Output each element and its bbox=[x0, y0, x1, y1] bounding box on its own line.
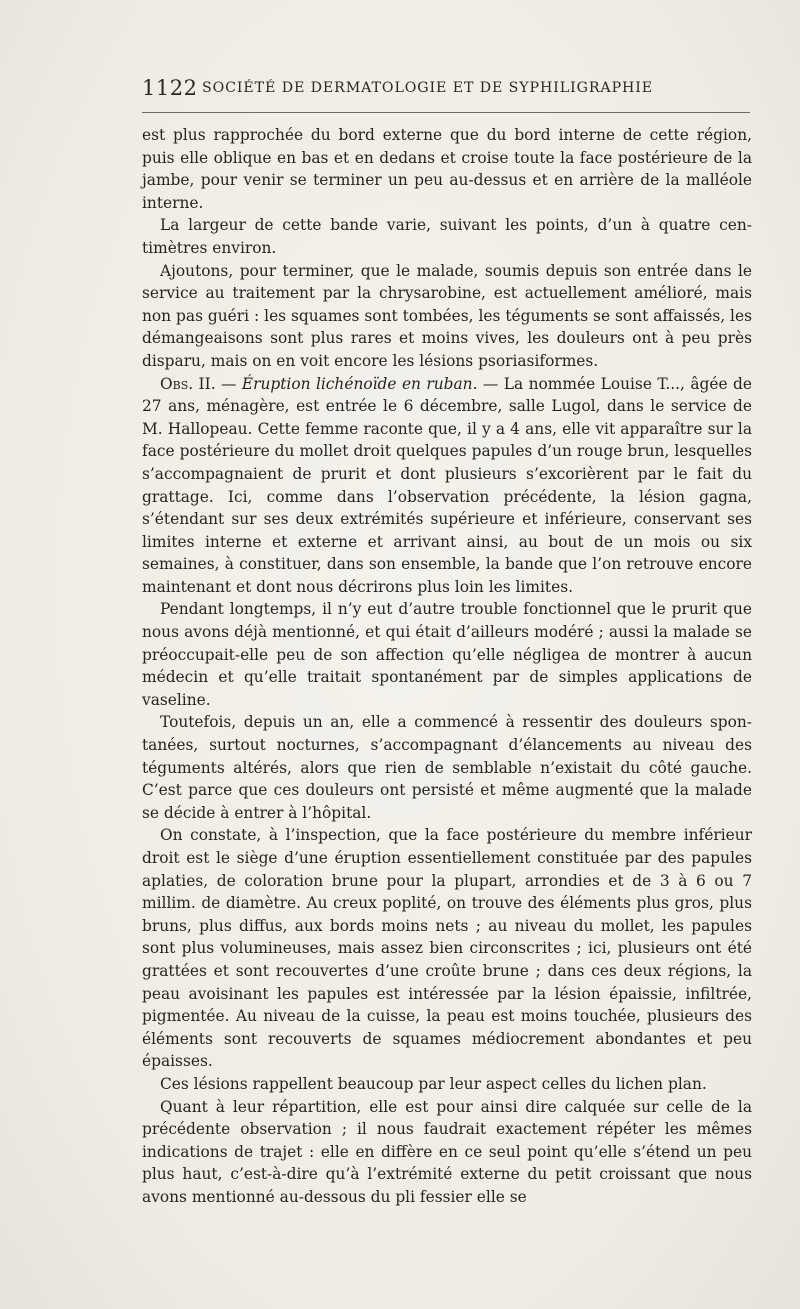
observation-label: Obs. II. bbox=[160, 374, 216, 393]
observation-paragraph: Obs. II. — Éruption lichénoïde en ruban. — La nommée Louise T..., âgée de 27 ans, ménagère, est entrée le 6 décembre, salle Lugol, dans le service de M. Hallopeau. Cette femme raconte que, il y a 4 ans, elle vit apparaître sur la face postérieure du mollet droit quelques papules d’un rouge brun, lesquelles s’accompagnaient de prurit et dont plusieurs s’excorièrent par le fait du grattage. Ici, comme dans l’observation précédente, la lésion gagna, s’étendant sur ses deux extrémités supérieure et inférieure, conservant ses limites interne et externe et arrivant ainsi, au bout de un mois ou six semaines, à constituer, dans son ensemble, la bande que l’on retrouve encore maintenant et dont nous décrirons plus loin les limites. bbox=[142, 374, 753, 596]
paragraph-lichen: Ces lésions rappellent beaucoup par leur aspect celles du lichen plan. bbox=[160, 1074, 707, 1093]
paragraph-distribution: Quant à leur répartition, elle est pour ainsi dire calquée sur celle de la précédente observation ; il nous faudrait exactement répéter les mêmes indications de trajet : elle en diffère en ce seul point qu’elle s’étend un peu plus haut, c’est-à-dire qu’à l’extrémité externe du petit croissant que nous avons mentionné au-dessous du pli fessier elle se bbox=[142, 1097, 752, 1206]
paragraph-treatment: Ajoutons, pour terminer, que le malade, soumis depuis son entrée dans le service au traitement par la chrysarobine, est actuellement amélioré, mais non pas guéri : les squames sont tombées, les téguments se sont affaissés, les démangeaisons sont plus rares et moins vives, les douleurs ont à peu près disparu, mais on en voit encore les lésions psoriasiformes. bbox=[142, 261, 752, 370]
paragraph-history: Pendant longtemps, il n’y eut d’autre trouble fonctionnel que le prurit que nous avons déjà mentionné, et qui était d’ailleurs modéré ; aussi la malade se préoccupait-elle peu de son affection qu’elle négligea de montrer à aucun médecin et qu’elle traitait spontanément par de simples applications de vaseline. bbox=[142, 600, 752, 709]
paragraph-continuation: est plus rapprochée du bord externe que du bord interne de cette région, puis elle oblique en bas et en dedans et croise toute la face postérieure de la jambe, pour venir se terminer un peu au-dessus et en arrière de la malléole interne. bbox=[142, 126, 752, 212]
paragraph-pain: Toutefois, depuis un an, elle a commencé à ressentir des douleurs spontanées, surtout nocturnes, s’accompagnant d’élancements au niveau des téguments altérés, alors que rien de semblable n’existait du côté gauche. C’est parce que ces douleurs ont persisté et même augmenté que la malade se décide à entrer à l’hôpital. bbox=[142, 713, 752, 822]
header-rule bbox=[142, 112, 750, 113]
body-text bbox=[142, 124, 752, 1209]
page-number: 1122 bbox=[142, 76, 198, 100]
running-title: SOCIÉTÉ DE DERMATOLOGIE ET DE SYPHILIGRAPHIE bbox=[202, 80, 654, 96]
paragraph-band-width: La largeur de cette bande varie, suivant les points, d’un à quatre centimètres environ. bbox=[142, 216, 752, 257]
paragraph-inspection: On constate, à l’inspection, que la face postérieure du membre inférieur droit est le siège d’une éruption essentiellement constituée par des papules aplaties, de coloration brune pour la plupart, arrondies et de 3 à 6 ou 7 millim. de diamètre. Au creux poplité, on trouve des éléments plus gros, plus bruns, plus diffus, aux bords moins nets ; au niveau du mollet, les papules sont plus volumineuses, mais assez bien circonscrites ; ici, plusieurs ont été grattées et sont recouvertes d’une croûte brune ; dans ces deux régions, la peau avoisinant les papules est intéressée par la lésion épaissie, infiltrée, pigmentée. Au niveau de la cuisse, la peau est moins touchée, plusieurs des éléments sont recouverts de squames médiocrement abondantes et peu épaisses. bbox=[142, 826, 752, 1071]
observation-title: Éruption lichénoïde en ruban. bbox=[241, 374, 478, 393]
page-header bbox=[142, 74, 752, 104]
observation-text: La nommée Louise T..., âgée de 27 ans, ménagère, est entrée le 6 décembre, salle Lugol, dans le service de M. Hallopeau. Cette femme raconte que, il y a 4 ans, elle vit apparaître sur la face postérieure du mollet droit quelques papules d’un rouge brun, lesquelles s’accompagnaient de prurit et dont plusieurs s’excorièrent par le fait du grattage. Ici, comme dans l’observation précédente, la lésion gagna, s’étendant sur ses deux extrémités supérieure et inférieure, conservant ses limites interne et externe et arrivant ainsi, au bout de un mois ou six semaines, à constituer, dans son ensemble, la bande que l’on retrouve encore maintenant et dont nous décrirons plus loin les limites. bbox=[142, 374, 753, 596]
